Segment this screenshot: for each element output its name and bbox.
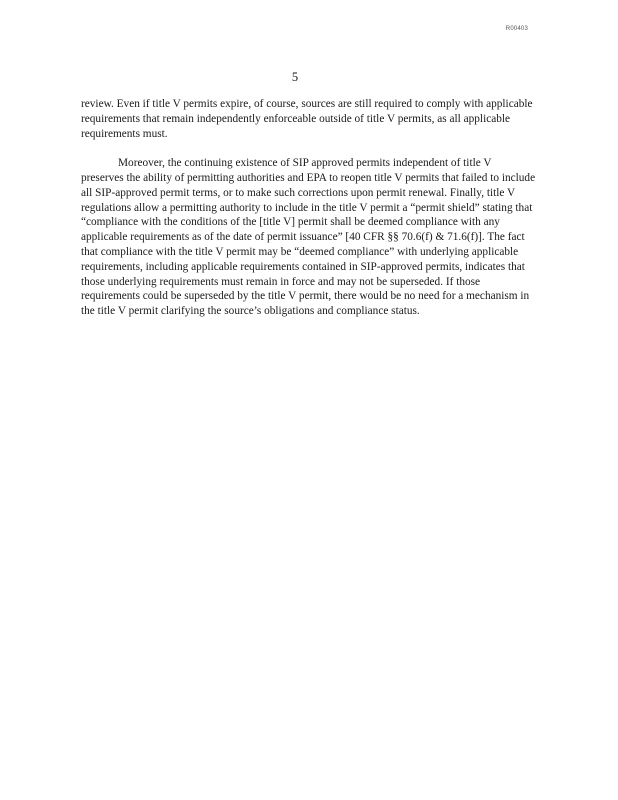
paragraph-continuation: review. Even if title V permits expire, of course, sources are still required to comply with applicable requirements that remain independently enforceable outside of title V permits, as all applicable requirements must. [81, 98, 533, 140]
document-stamp: R00403 [505, 26, 528, 32]
page-number: 5 [291, 70, 299, 84]
paragraph-moreover: Moreover, the continuing existence of SIP approved permits independent of title V preserves the ability of permitting authorities and EPA to reopen title V permits that failed to include all SIP-approved permit terms, or to make such corrections upon permit renewal. Finally, title V regulations allow a permitting authority to include in the title V permit a “permit shield” stating that “compliance with the conditions of the [title V] permit shall be deemed compliance with any applicable requirements as of the date of permit issuance” [40 CFR §§ 70.6(f) & 71.6(f)]. The fact that compliance with the title V permit may be “deemed compliance” with underlying applicable requirements, including applicable requirements contained in SIP-approved permits, indicates that those underlying requirements must remain in force and may not be superseded. If those requirements could be superseded by the title V permit, there would be no need for a mechanism in the title V permit clarifying the source’s obligations and compliance status. [81, 157, 536, 318]
body-text [81, 97, 536, 319]
